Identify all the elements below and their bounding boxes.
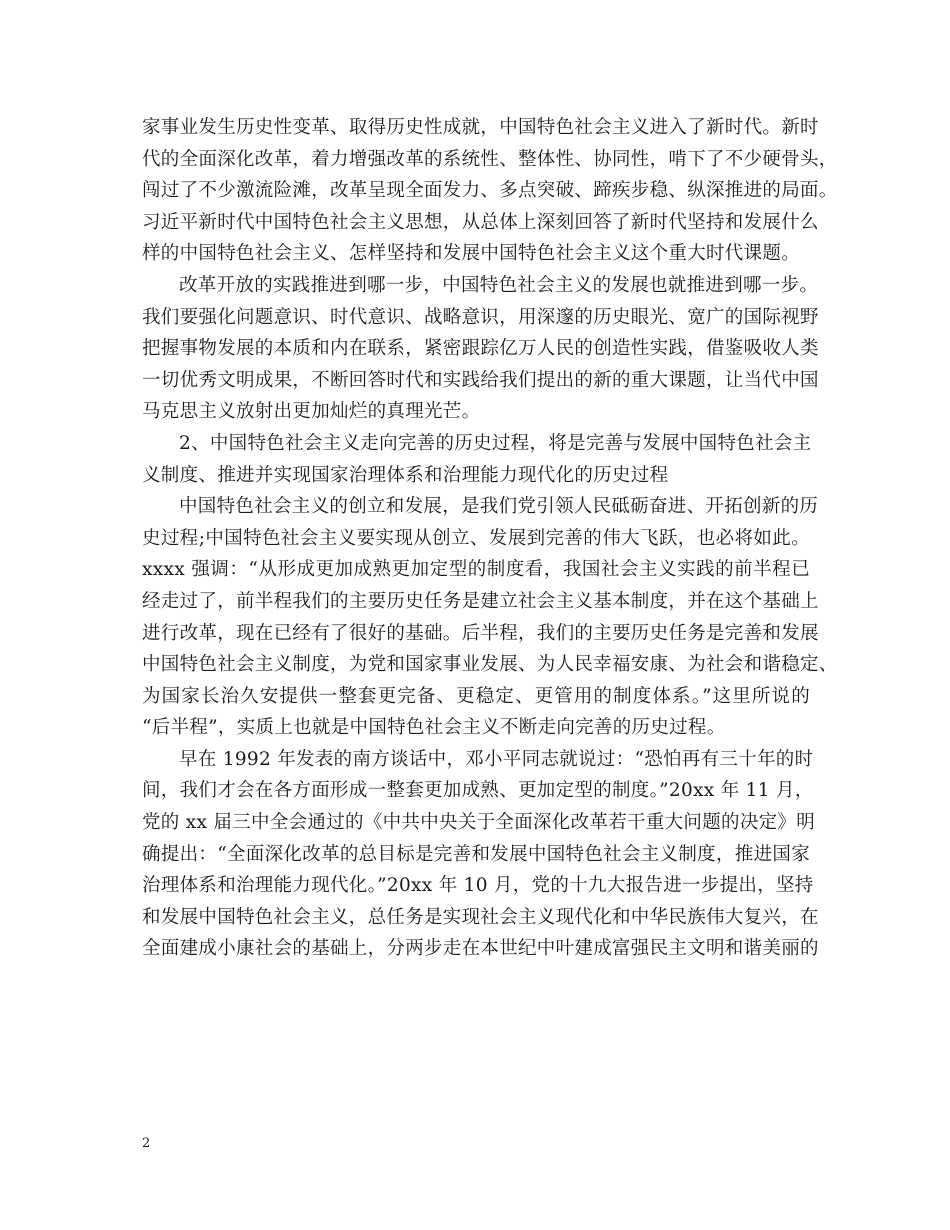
text-line: 一切优秀文明成果，不断回答时代和实践给我们提出的新的重大课题，让当代中国 bbox=[142, 369, 819, 391]
text-line: 义制度、推进并实现国家治理体系和治理能力现代化的历史过程 bbox=[142, 464, 669, 486]
text-line: “后半程”，实质上也就是中国特色社会主义不断走向完善的历史过程。 bbox=[142, 717, 726, 739]
text-line: 为国家长治久安提供一整套更完备、更稳定、更管用的制度体系。”这里所说的 bbox=[142, 685, 810, 707]
text-line: 家事业发生历史性变革、取得历史性成就，中国特色社会主义进入了新时代。新时 bbox=[142, 117, 819, 138]
text-line: 马克思主义放射出更加灿烂的真理光芒。 bbox=[142, 401, 481, 423]
text-line: 改革开放的实践推进到哪一步，中国特色社会主义的发展也就推进到哪一步。 bbox=[179, 274, 819, 296]
text-line: 中国特色社会主义制度，为党和国家事业发展、为人民幸福安康、为社会和谐稳定、 bbox=[142, 654, 838, 676]
text-line: 进行改革，现在已经有了很好的基础。后半程，我们的主要历史任务是完善和发展 bbox=[142, 622, 819, 644]
text-line: 习近平新时代中国特色社会主义思想，从总体上深刻回答了新时代坚持和发展什么 bbox=[142, 211, 819, 233]
text-line: 全面建成小康社会的基础上，分两步走在本世纪中叶建成富强民主文明和谐美丽的 bbox=[142, 938, 819, 960]
text-line: 经走过了，前半程我们的主要历史任务是建立社会主义基本制度，并在这个基础上 bbox=[142, 590, 819, 612]
text-line: 闯过了不少激流险滩，改革呈现全面发力、多点突破、蹄疾步稳、纵深推进的局面。 bbox=[142, 180, 838, 202]
text-line: 确提出：“全面深化改革的总目标是完善和发展中国特色社会主义制度，推进国家 bbox=[142, 843, 810, 865]
text-line: xxxx 强调：“从形成更加成熟更加定型的制度看，我国社会主义实践的前半程已 bbox=[142, 559, 810, 581]
page-number: 2 bbox=[142, 1136, 151, 1151]
body-text bbox=[142, 112, 838, 965]
text-line: 样的中国特色社会主义、怎样坚持和发展中国特色社会主义这个重大时代课题。 bbox=[142, 243, 801, 265]
text-line: 我们要强化问题意识、时代意识、战略意识，用深邃的历史眼光、宽广的国际视野 bbox=[142, 306, 819, 328]
text-line: 代的全面深化改革，着力增强改革的系统性、整体性、协同性，啃下了不少硬骨头， bbox=[142, 148, 838, 170]
text-line: 把握事物发展的本质和内在联系，紧密跟踪亿万人民的创造性实践，借鉴吸收人类 bbox=[142, 338, 819, 360]
text-line: 史过程;中国特色社会主义要实现从创立、发展到完善的伟大飞跃，也必将如此。 bbox=[142, 527, 810, 549]
text-line: 中国特色社会主义的创立和发展，是我们党引领人民砥砺奋进、开拓创新的历 bbox=[179, 496, 819, 518]
text-line: 党的 xx 届三中全会通过的《中共中央关于全面深化改革若干重大问题的决定》明 bbox=[142, 812, 816, 834]
text-line: 间，我们才会在各方面形成一整套更加成熟、更加定型的制度。”20xx 年 11 月， bbox=[142, 780, 814, 802]
text-line: 和发展中国特色社会主义，总任务是实现社会主义现代化和中华民族伟大复兴，在 bbox=[142, 906, 819, 928]
text-line: 治理体系和治理能力现代化。”20xx 年 10 月，党的十九大报告进一步提出，坚持 bbox=[142, 875, 814, 897]
text-line: 早在 1992 年发表的南方谈话中，邓小平同志就说过：“恐怕再有三十年的时 bbox=[179, 748, 814, 770]
text-line: 2、中国特色社会主义走向完善的历史过程，将是完善与发展中国特色社会主 bbox=[179, 432, 812, 454]
